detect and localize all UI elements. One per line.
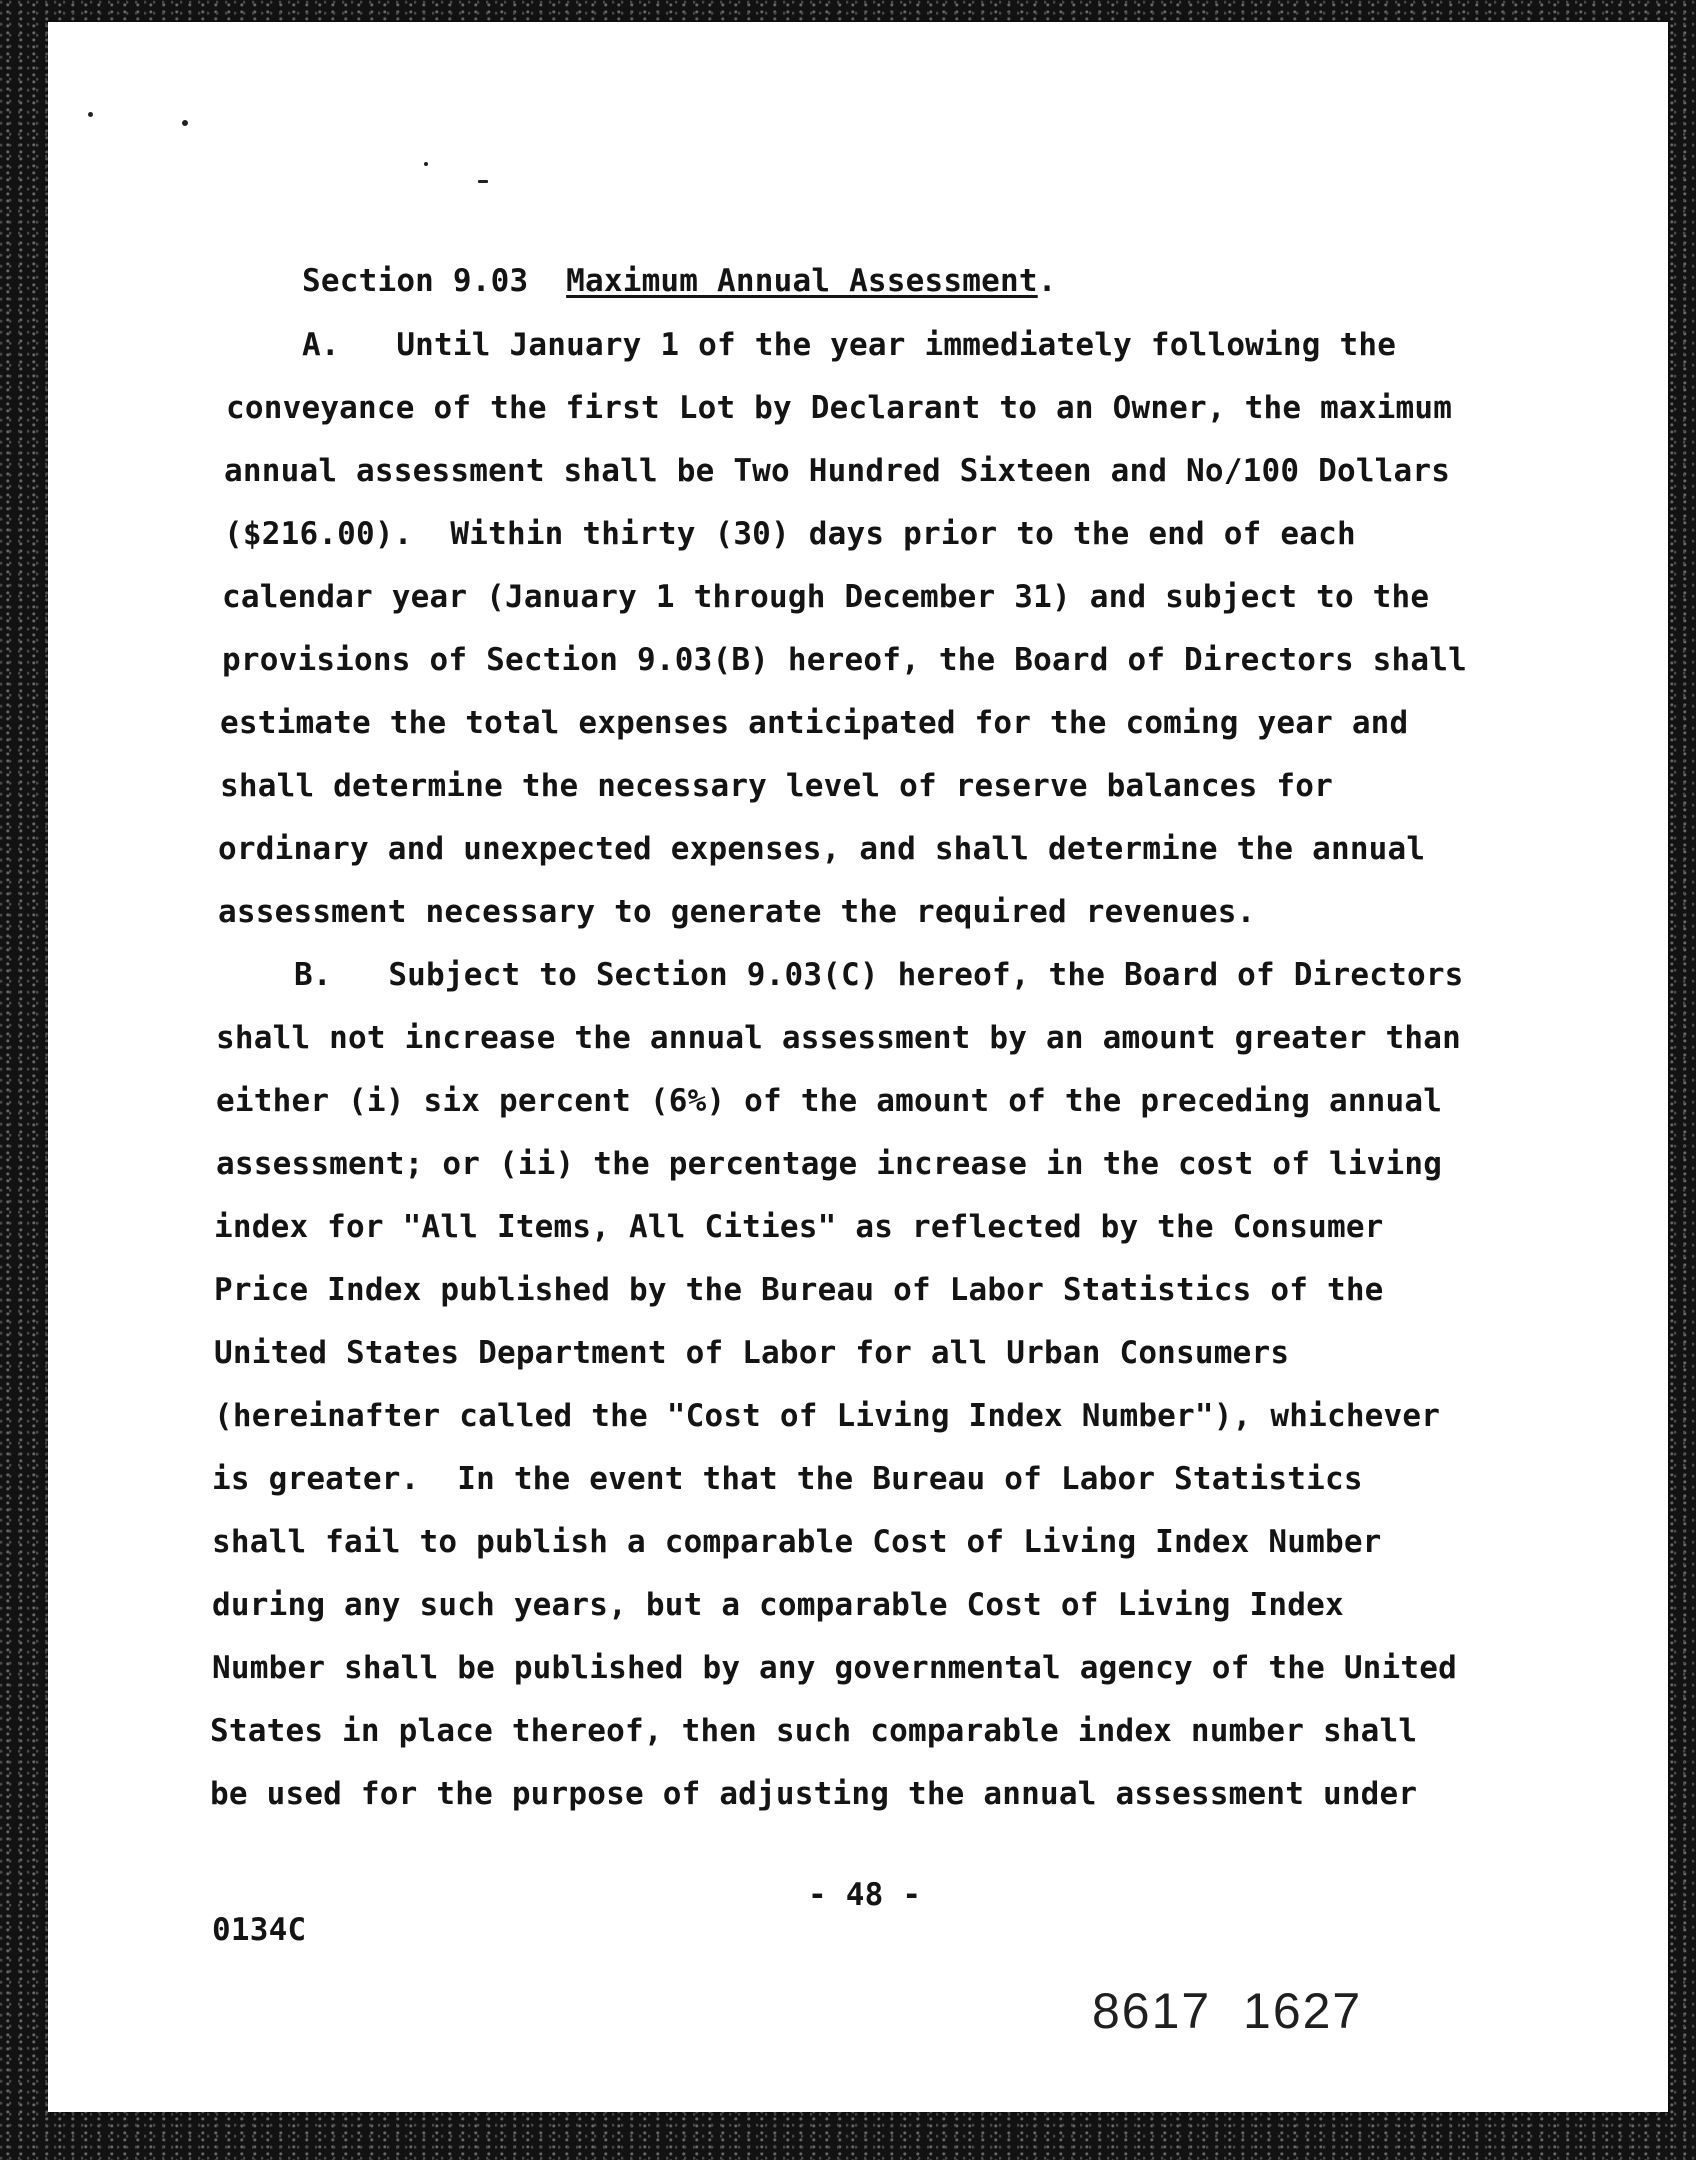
- section-title: Maximum Annual Assessment: [566, 263, 1038, 299]
- section-heading: [302, 260, 1057, 302]
- scan-speck: [424, 162, 428, 166]
- page-number: - 48 -: [808, 1877, 922, 1913]
- text-line: assessment necessary to generate the required revenues.: [218, 894, 1256, 930]
- text-line: index for "All Items, All Cities" as reflected by the Consumer: [214, 1209, 1384, 1245]
- document-page: [48, 22, 1668, 2112]
- text-line: calendar year (January 1 through December 31) and subject to the: [222, 579, 1430, 615]
- text-line: is greater. In the event that the Bureau of Labor Statistics: [212, 1461, 1363, 1497]
- text-line: A. Until January 1 of the year immediately following the: [302, 327, 1397, 363]
- scan-speck: [478, 180, 488, 183]
- text-line: ordinary and unexpected expenses, and shall determine the annual: [218, 831, 1426, 867]
- text-line: Price Index published by the Bureau of Labor Statistics of the: [214, 1272, 1384, 1308]
- text-line: ($216.00). Within thirty (30) days prior to the end of each: [224, 516, 1356, 552]
- text-line: estimate the total expenses anticipated for the coming year and: [220, 705, 1409, 741]
- text-line: shall not increase the annual assessment by an amount greater than: [216, 1020, 1461, 1056]
- text-line: United States Department of Labor for all Urban Consumers: [214, 1335, 1290, 1371]
- text-line: provisions of Section 9.03(B) hereof, the Board of Directors shall: [222, 642, 1467, 678]
- bates-stamp-number: 8617 1627: [1092, 1983, 1363, 2039]
- text-line: assessment; or (ii) the percentage increase in the cost of living: [216, 1146, 1443, 1182]
- text-line: shall determine the necessary level of reserve balances for: [220, 768, 1333, 804]
- scan-speck: [182, 120, 188, 126]
- text-line: annual assessment shall be Two Hundred Sixteen and No/100 Dollars: [224, 453, 1451, 489]
- text-line: shall fail to publish a comparable Cost of Living Index Number: [212, 1524, 1382, 1560]
- text-line: be used for the purpose of adjusting the annual assessment under: [210, 1776, 1418, 1812]
- document-code: 0134C: [212, 1912, 307, 1948]
- text-line: Number shall be published by any governmental agency of the United: [212, 1650, 1457, 1686]
- section-title-period: .: [1037, 263, 1057, 299]
- text-line: either (i) six percent (6%) of the amount of the preceding annual: [216, 1083, 1443, 1119]
- text-line: (hereinafter called the "Cost of Living Index Number"), whichever: [214, 1398, 1441, 1434]
- text-line: B. Subject to Section 9.03(C) hereof, the Board of Directors: [294, 957, 1464, 993]
- text-line: conveyance of the first Lot by Declarant to an Owner, the maximum: [226, 390, 1453, 426]
- text-line: during any such years, but a comparable Cost of Living Index: [212, 1587, 1344, 1623]
- section-number: Section 9.03: [302, 263, 529, 299]
- scan-speck: [88, 112, 93, 117]
- text-line: States in place thereof, then such comparable index number shall: [210, 1713, 1418, 1749]
